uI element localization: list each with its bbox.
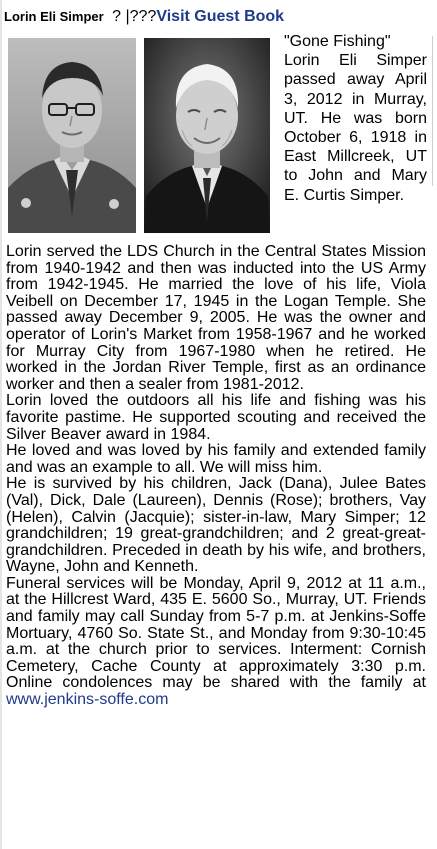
nickname: "Gone Fishing" bbox=[284, 33, 391, 50]
young-portrait-photo bbox=[8, 38, 136, 233]
intro-paragraph: Lorin Eli Simper passed away April 3, 2012 in Murray, UT. He was born October 6, 1918 in East Millcreek, UT to John and Mary E. Curtis Simper. bbox=[284, 52, 427, 204]
mortuary-website-link[interactable]: www.jenkins-soffe.com bbox=[6, 691, 169, 709]
elderly-portrait-photo bbox=[144, 38, 270, 233]
header-marks: ? |??? bbox=[112, 8, 157, 25]
paragraph-funeral bbox=[6, 576, 426, 709]
funeral-text: Funeral services will be Monday, April 9, 2012 at 11 a.m., at the Hillcrest Ward, 435 E. 5600 So., Murray, UT. Friends and family may call Sunday from 5-7 p.m. at Jenkins-Soffe Mortuary, 4760 So. State St., and Monday from 9:30-10:45 a.m. at the church prior to services. Interment: Cornish Cemetery, Cache County at approximately 3:30 p.m. Online condolences may be shared with the family at bbox=[6, 574, 426, 692]
visit-guest-book-link[interactable]: Visit Guest Book bbox=[156, 8, 285, 25]
obituary-intro bbox=[284, 32, 427, 205]
page-left-border bbox=[0, 0, 2, 849]
vertical-divider bbox=[432, 36, 433, 186]
elderly-portrait-image bbox=[144, 38, 270, 233]
paragraph-outdoors: Lorin loved the outdoors all his life and fishing was his favorite pastime. He supported scouting and received the Silver Beaver award in 1984. bbox=[6, 392, 426, 443]
header-name: Lorin Eli Simper bbox=[4, 9, 104, 24]
paragraph-family-love: He loved and was loved by his family and extended family and was an example to all. We will miss him. bbox=[6, 442, 426, 476]
young-portrait-image bbox=[8, 38, 136, 233]
paragraph-service: Lorin served the LDS Church in the Central States Mission from 1940-1942 and then was inducted into the US Army from 1942-1945. He married the love of his life, Viola Veibell on December 17, 1945 in the Logan Temple. She passed away December 9, 2005. He was the owner and operator of Lorin's Market from 1958-1967 and he worked for Murray City from 1967-1980 when he retired. He worked in the Jordan River Temple, first as an ordinance worker and then a sealer from 1981-2012. bbox=[6, 243, 426, 393]
obituary-header bbox=[4, 6, 434, 28]
paragraph-survived-by: He is survived by his children, Jack (Dana), Julee Bates (Val), Dick, Dale (Laureen), Dennis (Rose); brothers, Vay (Helen), Calvin (Jacquie); sister-in-law, Mary Simper; 12 grandchildren; 19 great-grandchildren; and 2 great-great-grandchildren. Preceded in death by his wife, and brothers, Wayne, John and Kenneth. bbox=[6, 475, 426, 576]
obituary-body bbox=[6, 244, 426, 709]
